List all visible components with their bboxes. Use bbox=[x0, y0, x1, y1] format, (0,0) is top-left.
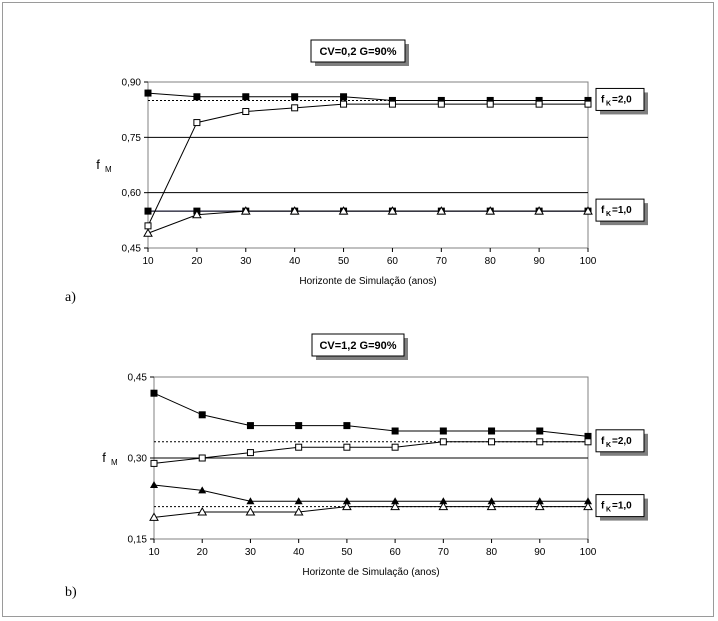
data-point-open-square bbox=[341, 101, 347, 107]
y-axis-label-sub: M bbox=[105, 165, 112, 174]
data-point-open-square bbox=[585, 439, 591, 445]
x-tick-label: 40 bbox=[289, 256, 301, 267]
x-tick-label: 100 bbox=[579, 547, 597, 558]
data-point-open-square bbox=[194, 120, 200, 126]
x-tick-label: 20 bbox=[196, 547, 208, 558]
data-point-filled-square bbox=[343, 422, 350, 429]
x-tick-label: 60 bbox=[386, 256, 399, 267]
data-point-open-square bbox=[440, 439, 446, 445]
y-axis-label-main: f bbox=[96, 157, 100, 172]
annotation-fk-1 bbox=[596, 430, 648, 456]
x-tick-label: 20 bbox=[191, 256, 203, 267]
chart-b bbox=[0, 310, 718, 610]
x-tick-label: 90 bbox=[533, 256, 545, 267]
y-tick-label: 0,45 bbox=[127, 372, 147, 384]
x-tick-label: 80 bbox=[484, 256, 496, 267]
annotation-fk-2 bbox=[596, 199, 648, 225]
x-tick-label: 60 bbox=[389, 547, 401, 558]
y-tick-label: 0,60 bbox=[121, 188, 141, 200]
data-point-filled-square bbox=[247, 422, 254, 429]
data-point-filled-square bbox=[536, 428, 543, 435]
annotation-sub: K bbox=[606, 100, 612, 108]
x-tick-label: 30 bbox=[244, 547, 257, 558]
annotation-value: =2,0 bbox=[612, 94, 632, 106]
y-axis-label bbox=[96, 157, 112, 174]
y-tick-label: 0,15 bbox=[127, 534, 147, 546]
x-tick-label: 10 bbox=[148, 547, 160, 558]
x-tick-label: 40 bbox=[293, 547, 305, 558]
panel-label-b: b) bbox=[65, 585, 77, 600]
y-axis-label-sub: M bbox=[111, 458, 118, 467]
annotation-f: f bbox=[601, 205, 605, 217]
data-point-open-square bbox=[247, 450, 253, 456]
data-point-open-square bbox=[296, 444, 302, 450]
data-point-filled-square bbox=[145, 90, 152, 97]
data-point-open-square bbox=[585, 101, 591, 107]
chart-title: CV=1,2 G=90% bbox=[319, 340, 397, 352]
annotation-fk-1 bbox=[596, 88, 648, 114]
y-tick-label: 0,90 bbox=[121, 77, 141, 89]
data-point-filled-square bbox=[340, 93, 347, 100]
chart-title-box bbox=[311, 40, 409, 66]
annotation-f: f bbox=[601, 94, 605, 106]
data-point-open-square bbox=[145, 223, 151, 229]
data-point-filled-square bbox=[151, 390, 158, 397]
data-point-open-square bbox=[537, 439, 543, 445]
x-tick-label: 10 bbox=[142, 256, 154, 267]
data-point-open-square bbox=[487, 101, 493, 107]
annotation-sub: K bbox=[606, 441, 612, 449]
y-tick-label: 0,75 bbox=[121, 132, 141, 144]
data-point-filled-square bbox=[488, 428, 495, 435]
data-point-open-square bbox=[438, 101, 444, 107]
plot-area bbox=[148, 82, 588, 248]
panel-label-a: a) bbox=[65, 290, 76, 305]
data-point-filled-square bbox=[145, 208, 152, 215]
x-tick-label: 90 bbox=[534, 547, 546, 558]
x-tick-label: 100 bbox=[579, 256, 597, 267]
chart-a bbox=[0, 0, 718, 310]
y-axis-label bbox=[102, 450, 118, 467]
x-axis-label: Horizonte de Simulação (anos) bbox=[299, 276, 437, 287]
annotation-value: =1,0 bbox=[612, 500, 632, 512]
data-point-filled-square bbox=[295, 422, 302, 429]
annotation-value: =1,0 bbox=[612, 205, 632, 217]
data-point-filled-square bbox=[291, 93, 298, 100]
x-tick-label: 80 bbox=[485, 547, 498, 558]
data-point-open-square bbox=[392, 444, 398, 450]
data-point-filled-square bbox=[242, 93, 249, 100]
annotation-f: f bbox=[601, 500, 605, 512]
chart-title-box bbox=[312, 334, 408, 360]
annotation-fk-2 bbox=[596, 495, 648, 521]
y-tick-label: 0,30 bbox=[127, 453, 147, 465]
annotation-sub: K bbox=[606, 211, 612, 219]
data-point-open-square bbox=[389, 101, 395, 107]
x-tick-label: 30 bbox=[240, 256, 252, 267]
data-point-filled-square bbox=[392, 428, 399, 435]
data-point-open-square bbox=[536, 101, 542, 107]
data-point-open-square bbox=[292, 105, 298, 111]
x-tick-label: 70 bbox=[437, 547, 449, 558]
data-point-open-square bbox=[489, 439, 495, 445]
x-tick-label: 50 bbox=[341, 547, 353, 558]
x-tick-label: 50 bbox=[337, 256, 350, 267]
data-point-filled-square bbox=[199, 411, 206, 418]
data-point-open-square bbox=[243, 109, 249, 115]
data-point-filled-square bbox=[193, 93, 200, 100]
data-point-open-square bbox=[199, 455, 205, 461]
data-point-open-square bbox=[344, 444, 350, 450]
annotation-value: =2,0 bbox=[612, 435, 632, 447]
data-point-open-square bbox=[151, 460, 157, 466]
y-tick-label: 0,45 bbox=[121, 243, 141, 255]
annotation-f: f bbox=[601, 435, 605, 447]
x-axis-label: Horizonte de Simulação (anos) bbox=[302, 567, 440, 578]
chart-title: CV=0,2 G=90% bbox=[319, 46, 397, 58]
y-axis-label-main: f bbox=[102, 450, 106, 465]
data-point-filled-square bbox=[440, 428, 447, 435]
x-tick-label: 70 bbox=[435, 256, 447, 267]
annotation-sub: K bbox=[606, 506, 612, 514]
